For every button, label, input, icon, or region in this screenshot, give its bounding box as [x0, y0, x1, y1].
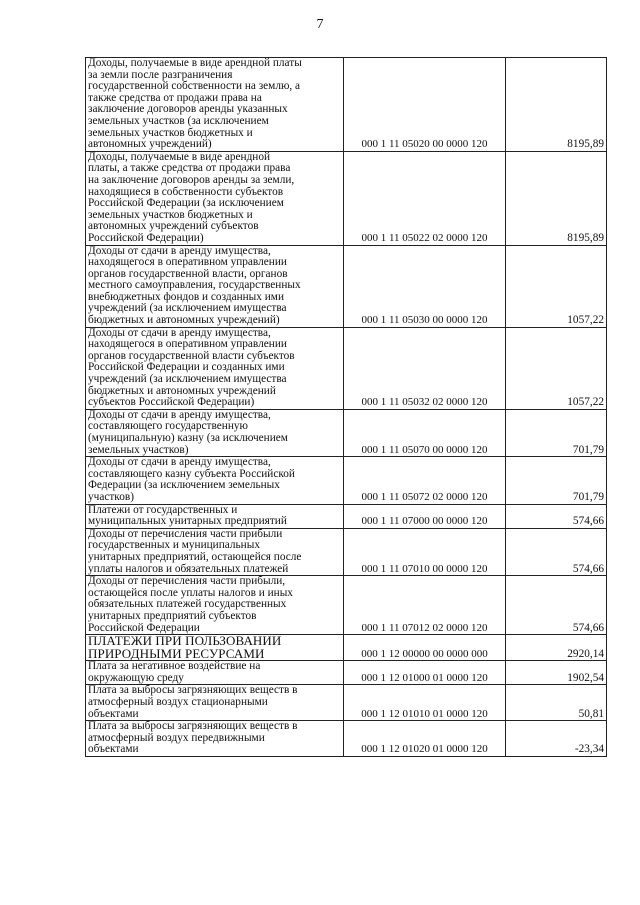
table-row	[86, 721, 607, 757]
row-budget-code: 000 1 11 07010 00 0000 120	[344, 528, 506, 575]
section-description: ПЛАТЕЖИ ПРИ ПОЛЬЗОВАНИИ ПРИРОДНЫМИ РЕСУРСАМИ	[86, 635, 344, 661]
table-row	[86, 457, 607, 504]
table-row	[86, 661, 607, 685]
row-description: Доходы от сдачи в аренду имущества, составляющего казну субъекта Российской Федерации (за исключением земельных участков)	[86, 457, 344, 504]
row-amount: 8195,89	[506, 58, 607, 152]
row-amount: 50,81	[506, 685, 607, 721]
row-amount: 574,66	[506, 528, 607, 575]
row-description: Доходы от сдачи в аренду имущества, составляющего государственную (муниципальную) казну (за исключением земельных участков)	[86, 409, 344, 456]
row-amount: 2920,14	[506, 635, 607, 661]
table-row	[86, 245, 607, 327]
row-description: Доходы от перечисления части прибыли, остающейся после уплаты налогов и иных обязательных платежей государственных унитарных предприятий субъектов Российской Федерации	[86, 576, 344, 635]
row-amount: 1902,54	[506, 661, 607, 685]
table-row	[86, 576, 607, 635]
table-row	[86, 327, 607, 409]
row-amount: 701,79	[506, 409, 607, 456]
row-amount: 574,66	[506, 504, 607, 528]
row-budget-code: 000 1 11 05020 00 0000 120	[344, 58, 506, 152]
row-budget-code: 000 1 11 05072 02 0000 120	[344, 457, 506, 504]
table-row	[86, 151, 607, 245]
row-amount: 1057,22	[506, 245, 607, 327]
row-budget-code: 000 1 12 01000 01 0000 120	[344, 661, 506, 685]
table-row	[86, 528, 607, 575]
row-description: Доходы, получаемые в виде арендной платы за земли после разграничения государственной собственности на землю, а также средства от продажи права на заключение договоров аренды указанных земельных участков (за исключением земельных участков бюджетных и автономных учреждений)	[86, 58, 344, 152]
row-budget-code: 000 1 12 00000 00 0000 000	[344, 635, 506, 661]
row-amount: 8195,89	[506, 151, 607, 245]
row-budget-code: 000 1 11 05070 00 0000 120	[344, 409, 506, 456]
table-section-row	[86, 635, 607, 661]
row-description: Плата за выбросы загрязняющих веществ в атмосферный воздух передвижными объектами	[86, 721, 344, 757]
row-budget-code: 000 1 12 01020 01 0000 120	[344, 721, 506, 757]
row-description: Доходы от сдачи в аренду имущества, находящегося в оперативном управлении органов государственной власти, органов местного самоуправления, государственных внебюджетных фондов и созданных ими учреждений (за исключением имущества бюджетных и автономных учреждений)	[86, 245, 344, 327]
row-budget-code: 000 1 11 05030 00 0000 120	[344, 245, 506, 327]
row-amount: -23,34	[506, 721, 607, 757]
row-amount: 1057,22	[506, 327, 607, 409]
row-description: Плата за негативное воздействие на окружающую среду	[86, 661, 344, 685]
row-description: Доходы, получаемые в виде арендной платы, а также средства от продажи права на заключение договоров аренды за земли, находящиеся в собственности субъектов Российской Федерации (за исключением земельных участков бюджетных и автономных учреждений субъектов Российской Федерации)	[86, 151, 344, 245]
row-description: Плата за выбросы загрязняющих веществ в атмосферный воздух стационарными объектами	[86, 685, 344, 721]
row-budget-code: 000 1 12 01010 01 0000 120	[344, 685, 506, 721]
table-row	[86, 58, 607, 152]
row-budget-code: 000 1 11 05022 02 0000 120	[344, 151, 506, 245]
row-amount: 574,66	[506, 576, 607, 635]
table-row	[86, 504, 607, 528]
row-budget-code: 000 1 11 07012 02 0000 120	[344, 576, 506, 635]
row-amount: 701,79	[506, 457, 607, 504]
row-description: Доходы от сдачи в аренду имущества, находящегося в оперативном управлении органов государственной власти субъектов Российской Федерации и созданных ими учреждений (за исключением имущества бюджетных и автономных учреждений субъектов Российской Федерации)	[86, 327, 344, 409]
table-row	[86, 409, 607, 456]
row-description: Платежи от государственных и муниципальных унитарных предприятий	[86, 504, 344, 528]
row-budget-code: 000 1 11 05032 02 0000 120	[344, 327, 506, 409]
table-row	[86, 685, 607, 721]
row-budget-code: 000 1 11 07000 00 0000 120	[344, 504, 506, 528]
revenue-table-body	[86, 58, 607, 757]
revenue-table	[85, 57, 607, 757]
page-number: 7	[316, 17, 324, 32]
row-description: Доходы от перечисления части прибыли государственных и муниципальных унитарных предприятий, остающейся после уплаты налогов и обязательных платежей	[86, 528, 344, 575]
